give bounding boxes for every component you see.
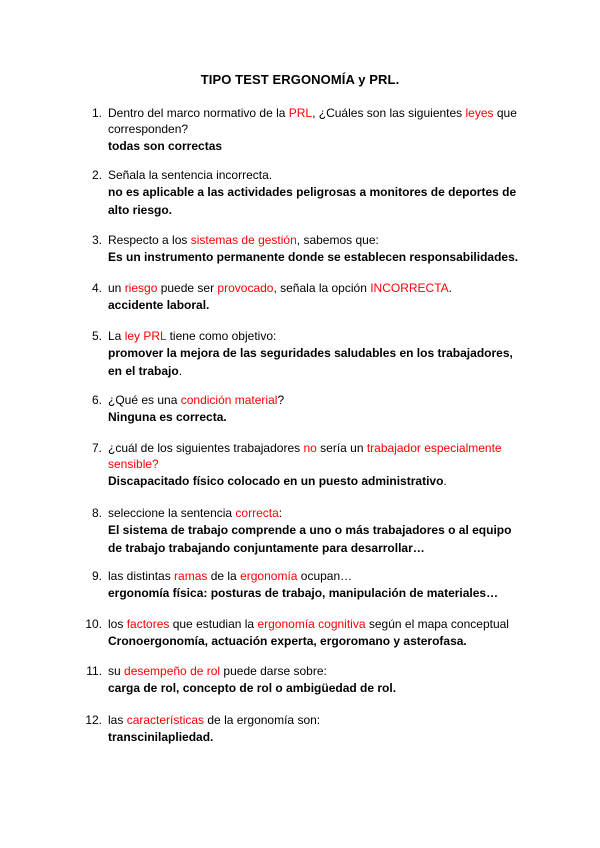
answer-text: El sistema de trabajo comprende a uno o más trabajadores o al equipo de trabajo trabajando conjuntamente para desarrollar… [108,523,512,555]
question-text: ¿cuál de los siguientes trabajadores no sería un trabajador especialmente sensible? [108,441,502,471]
answer-text: Es un instrumento permanente donde se establecen responsabilidades. [108,250,519,264]
question-number: 4. [91,281,102,295]
question-text: La ley PRL tiene como objetivo: [108,329,277,343]
question-number: 12. [85,713,102,727]
question-text: las características de la ergonomía son: [108,713,321,727]
answer-text: transcinilapliedad. [108,730,214,744]
question-number: 5. [91,329,102,343]
answer-text: todas son correctas [108,139,223,153]
question-number: 9. [91,569,102,583]
question-text: las distintas ramas de la ergonomía ocupan… [108,569,353,583]
question-text: Señala la sentencia incorrecta. [108,168,273,182]
question-text: Dentro del marco normativo de la PRL, ¿Cuáles son las siguientes leyes que corresponden? [108,106,517,136]
answer-text: ergonomía física: posturas de trabajo, manipulación de materiales… [108,586,499,600]
answer-text: carga de rol, concepto de rol o ambigüedad de rol. [108,681,397,695]
question-number: 2. [91,168,102,182]
question-text: seleccione la sentencia correcta: [108,506,283,520]
question-number: 3. [91,233,102,247]
question-text: ¿Qué es una condición material? [108,393,285,407]
question-number: 8. [91,506,102,520]
question-number: 11. [86,664,102,678]
answer-text: no es aplicable a las actividades peligrosas a monitores de deportes de alto riesgo. [108,185,517,217]
question-number: 1. [91,106,102,120]
question-number: 10. [85,617,102,631]
question-text: un riesgo puede ser provocado, señala la opción INCORRECTA. [108,281,452,295]
page-title: TIPO TEST ERGONOMÍA y PRL. [200,72,400,87]
question-text: Respecto a los sistemas de gestión, sabemos que: [108,233,379,247]
answer-text: accidente laboral. [108,298,210,312]
question-text: los factores que estudian la ergonomía cognitiva según el mapa conceptual [108,617,509,631]
answer-text: Discapacitado físico colocado en un puesto administrativo. [108,474,447,488]
question-number: 7. [91,441,102,455]
question-number: 6. [91,393,102,407]
answer-text: Cronoergonomía, actuación experta, ergoromano y asterofasa. [108,634,467,648]
answer-text: Ninguna es correcta. [108,410,227,424]
question-text: su desempeño de rol puede darse sobre: [108,664,327,678]
answer-text: promover la mejora de las seguridades saludables en los trabajadores, en el trabajo. [108,346,513,378]
